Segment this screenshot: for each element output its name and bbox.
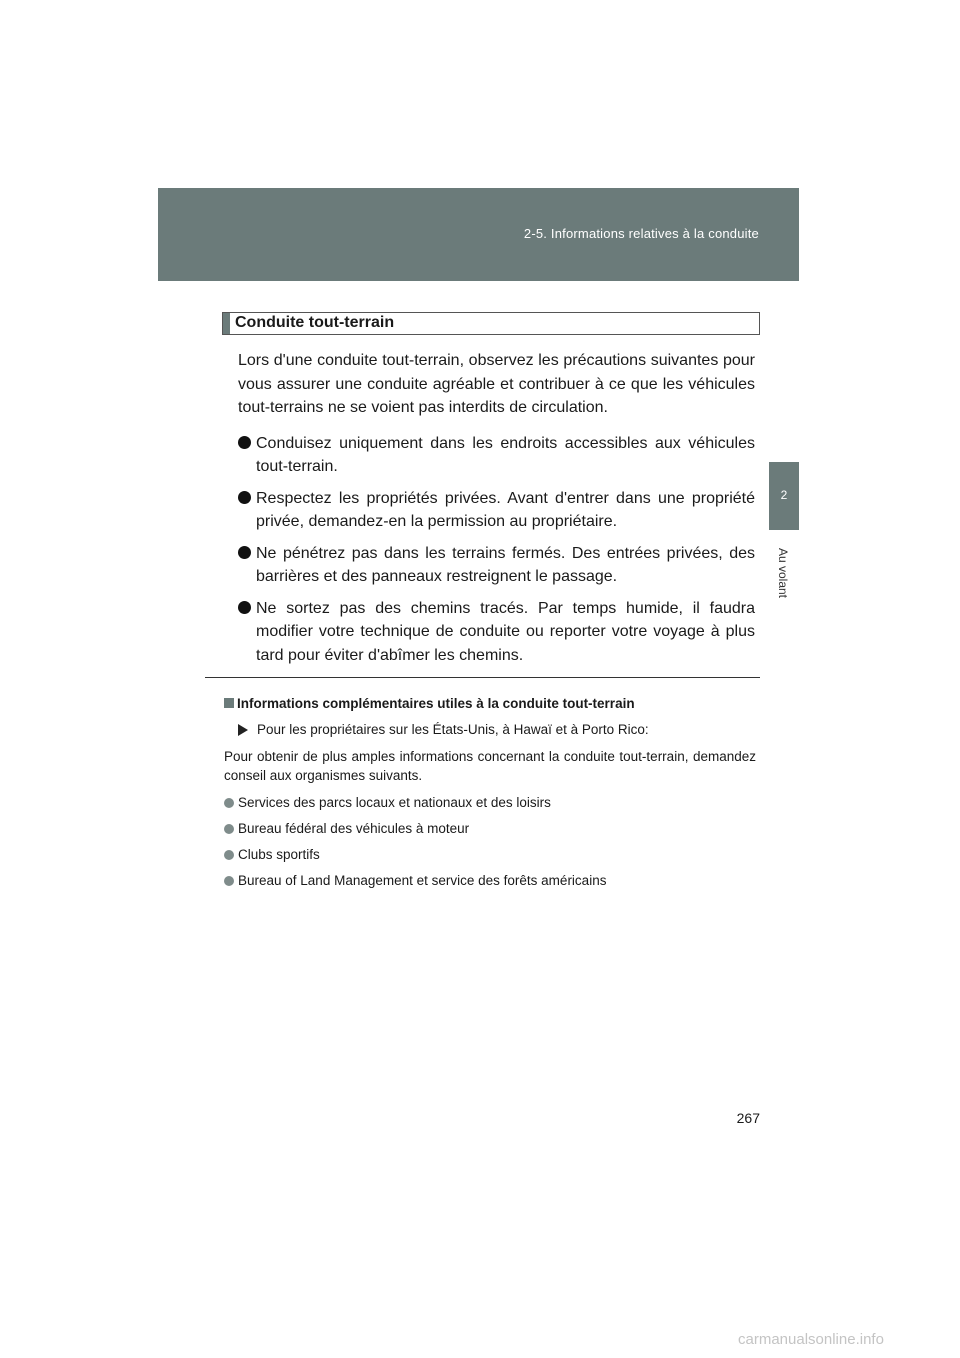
list-item-text: Bureau of Land Management et service des forêts américains xyxy=(238,873,607,888)
chapter-label xyxy=(772,540,794,606)
list-item xyxy=(224,871,756,891)
watermark: carmanualsonline.info xyxy=(738,1331,884,1348)
bullet-icon xyxy=(224,798,234,808)
arrow-right-icon xyxy=(238,724,248,736)
list-item xyxy=(238,487,755,534)
list-item xyxy=(238,542,755,589)
page-number: 267 xyxy=(736,1110,760,1126)
list-item-text: Respectez les propriétés privées. Avant d'entrer dans une propriété privée, demandez-en la permission au propriétaire. xyxy=(256,489,755,530)
info-block xyxy=(224,694,756,897)
bullet-icon xyxy=(238,546,251,559)
bullet-icon xyxy=(238,436,251,449)
section-heading-box xyxy=(222,312,760,335)
list-item xyxy=(238,432,755,479)
list-item xyxy=(224,819,756,839)
bullet-icon xyxy=(224,824,234,834)
list-item-text: Bureau fédéral des véhicules à moteur xyxy=(238,821,470,836)
list-item xyxy=(238,597,755,668)
owners-note-text: Pour les propriétaires sur les États-Unis, à Hawaï et à Porto Rico: xyxy=(257,722,649,737)
intro-paragraph: Lors d'une conduite tout-terrain, observez les précautions suivantes pour vous assurer une conduite agréable et contribuer à ce que les véhicules tout-terrains ne se voient pas interdits de circulation. xyxy=(238,352,755,416)
chapter-tab[interactable] xyxy=(769,462,799,530)
chapter-number: 2 xyxy=(780,488,788,502)
bullet-icon xyxy=(224,876,234,886)
list-item xyxy=(224,793,756,813)
list-item-text: Ne pénétrez pas dans les terrains fermés. Des entrées privées, des barrières et des panneaux restreignent le passage. xyxy=(256,544,755,585)
info-heading xyxy=(224,694,756,714)
section-label: 2-5. Informations relatives à la conduite xyxy=(523,226,759,241)
list-item-text: Ne sortez pas des chemins tracés. Par temps humide, il faudra modifier votre technique de conduite ou reporter votre voyage à plus tard pour éviter d'abîmer les chemins. xyxy=(256,599,755,664)
precaution-list xyxy=(238,432,755,668)
header-band xyxy=(158,188,799,281)
section-marker xyxy=(223,313,230,334)
chapter-label-text: Au volant xyxy=(776,547,790,599)
bullet-icon xyxy=(238,491,251,504)
section-title: Conduite tout-terrain xyxy=(235,314,395,331)
info-heading-text: Informations complémentaires utiles à la conduite tout-terrain xyxy=(237,696,635,711)
main-content xyxy=(238,349,755,675)
bullet-icon xyxy=(238,601,251,614)
list-item-text: Clubs sportifs xyxy=(238,847,320,862)
square-bullet-icon xyxy=(224,698,234,708)
list-item xyxy=(224,845,756,865)
section-divider xyxy=(205,677,760,678)
organisation-list xyxy=(224,793,756,891)
owners-note xyxy=(237,720,756,740)
bullet-icon xyxy=(224,850,234,860)
info-paragraph: Pour obtenir de plus amples informations concernant la conduite tout-terrain, demandez conseil aux organismes suivants. xyxy=(224,749,756,783)
list-item-text: Conduisez uniquement dans les endroits accessibles aux véhicules tout-terrain. xyxy=(256,434,755,475)
list-item-text: Services des parcs locaux et nationaux et des loisirs xyxy=(238,795,551,810)
